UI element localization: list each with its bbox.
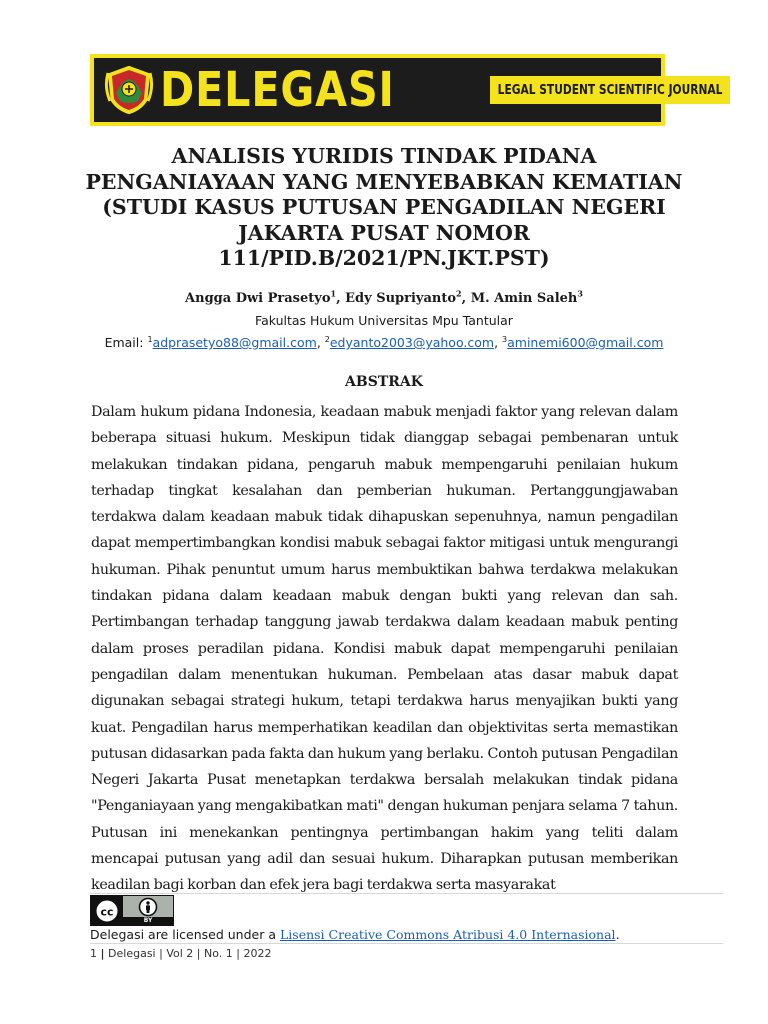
footer-divider <box>90 893 723 894</box>
footer-year: 2022 <box>243 947 272 960</box>
license-link[interactable]: Lisensi Creative Commons Atribusi 4.0 Internasional <box>279 927 616 942</box>
tagline-bar <box>490 76 730 104</box>
author-affiliation: Fakultas Hukum Universitas Mpu Tantular <box>255 313 513 328</box>
author-separator: , <box>461 291 471 306</box>
email-link[interactable]: aminemi600@gmail.com <box>507 335 664 350</box>
email-label: Email: <box>104 335 148 350</box>
footer-volume: Vol 2 <box>166 947 194 960</box>
author-name: Angga Dwi Prasetyo <box>185 291 331 306</box>
author-affiliation-mark: 2 <box>456 288 462 299</box>
cc-badge-right <box>123 896 173 925</box>
author-list <box>0 288 768 306</box>
page-number: 1 <box>90 947 97 960</box>
footer-separator: | <box>196 947 201 960</box>
author-affiliation-mark: 1 <box>330 288 337 299</box>
license-statement <box>90 927 620 942</box>
footer-separator: | <box>100 947 105 960</box>
article-title: ANALISIS YURIDIS TINDAK PIDANA PENGANIAYAAN YANG MENYEBABKAN KEMATIAN (STUDI KASUS PUTUSAN PENGADILAN NEGERI JAKARTA PUSAT NOMOR 111/PID.B/2021/PN.JKT.PST) <box>85 144 683 270</box>
author-separator: , <box>336 291 346 306</box>
attribution-person-icon <box>138 897 158 917</box>
by-strip <box>123 917 173 925</box>
email-mark: 3 <box>502 334 508 344</box>
journal-banner <box>90 54 723 126</box>
license-suffix: . <box>615 927 620 942</box>
delegasi-crest-logo <box>104 63 154 117</box>
banner-inner <box>94 58 723 122</box>
footer-number: No. 1 <box>204 947 233 960</box>
footer-separator: | <box>236 947 240 960</box>
journal-tagline: LEGAL STUDENT SCIENTIFIC JOURNAL <box>497 82 723 98</box>
footer-separator: | <box>159 947 163 960</box>
footer-divider <box>90 943 723 944</box>
author-name: Edy Supriyanto <box>345 291 457 306</box>
svg-text:cc: cc <box>100 905 114 918</box>
cc-badge-left <box>91 896 123 925</box>
journal-brand-name: DELEGASI <box>160 62 395 118</box>
by-label: BY <box>143 917 153 924</box>
email-mark: 1 <box>147 334 153 344</box>
email-link[interactable]: adprasetyo88@gmail.com <box>152 335 317 350</box>
cc-by-license-badge[interactable] <box>90 895 174 926</box>
abstract-heading: ABSTRAK <box>345 374 423 390</box>
page-footer <box>90 947 271 960</box>
abstract-text: Dalam hukum pidana Indonesia, keadaan mabuk menjadi faktor yang relevan dalam beberapa situasi hukum. Meskipun tidak dianggap sebagai pembenaran untuk melakukan tindakan pidana, pengaruh mabuk mempengaruhi penilaian hukum terhadap tingkat kesalahan dan pemberian hukuman. Pertanggungjawaban terdakwa dalam keadaan mabuk tidak dihapuskan sepenuhnya, namun pengadilan dapat mempertimbangkan kondisi mabuk sebagai faktor mitigasi untuk mengurangi hukuman. Pihak penuntut umum harus membuktikan bahwa terdakwa melakukan tindakan pidana dalam keadaan mabuk dengan bukti yang relevan dan sah. Pertimbangan terhadap tanggung jawab terdakwa dalam keadaan mabuk penting dalam proses peradilan pidana. Kondisi mabuk dapat mempengaruhi penilaian pengadilan dalam menentukan hukuman. Pembelaan atas dasar mabuk dapat digunakan sebagai strategi hukum, tetapi terdakwa harus menyajikan bukti yang kuat. Pengadilan harus memperhatikan keadilan dan objektivitas serta memastikan putusan didasarkan pada fakta dan hukum yang berlaku. Contoh putusan Pengadilan Negeri Jakarta Pusat menetapkan terdakwa bersalah melakukan tindak pidana "Penganiayaan yang mengakibatkan mati" dengan hukuman penjara selama 7 tahun. Putusan ini menekankan pentingnya pertimbangan hakim yang teliti dalam mencapai putusan yang adil dan sesuai hukum. Diharapkan putusan memberikan keadilan bagi korban dan efek jera bagi terdakwa serta masyarakat <box>91 404 678 894</box>
email-list: Email: $^1$adprasetyo88@gmail.com, $^2$edyanto2003@yahoo.com, $^3$aminemi600@gmail.com <box>104 334 664 350</box>
cc-icon <box>94 898 120 924</box>
footer-journal: Delegasi <box>108 947 156 960</box>
author-affiliation-mark: 3 <box>577 288 583 299</box>
license-prefix: Delegasi are licensed under a <box>90 927 280 942</box>
email-link[interactable]: edyanto2003@yahoo.com <box>329 335 495 350</box>
author-name: M. Amin Saleh <box>470 291 578 306</box>
email-mark: 2 <box>324 334 330 344</box>
